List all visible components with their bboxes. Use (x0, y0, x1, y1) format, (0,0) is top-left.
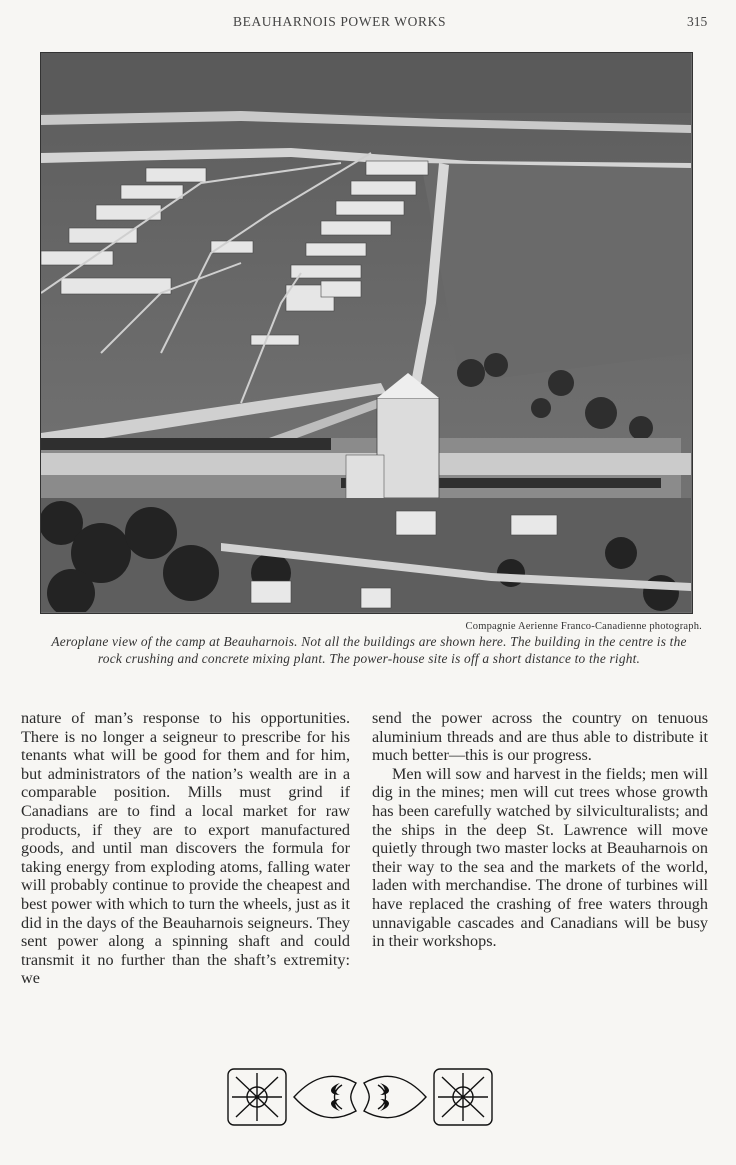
body-column-left (21, 709, 350, 988)
body-column-right (372, 709, 708, 951)
aerial-photo-illustration (41, 53, 691, 612)
photo-credit: Compagnie Aerienne Franco-Canadienne photograph. (465, 621, 702, 632)
running-head (0, 14, 736, 34)
paragraph: Men will sow and harvest in the fields; men will dig in the mines; men will cut trees whose growth has been carefully watched by silviculturalists; and the ships in the deep St. Lawrence will move quietly through two master locks at Beauharnois on their way to the sea and the markets of the world, laden with merchandise. The drone of turbines will have replaced the crashing of free waters through unnavigable cascades and Canadians will be busy in their workshops. (372, 764, 708, 951)
figure-caption: Aeroplane view of the camp at Beauharnois. Not all the buildings are shown here. The building in the centre is the rock crushing and concrete mixing plant. The power-house site is off a short distance to the right. (51, 634, 687, 666)
paragraph: send the power across the country on tenuous aluminium threads and are thus able to distribute it much better—this is our progress. (372, 709, 708, 765)
page-number: 315 (687, 14, 708, 29)
aerial-photograph (40, 52, 693, 614)
paragraph: nature of man’s response to his opportunities. There is no longer a seigneur to prescribe for his tenants what will be good for them and for him, but administrators of the nation’s wealth are in a comparable position. Mills must grind if Canadians are to find a local market for raw products, if they are to export manufactured goods, and until man discovers the formula for taking energy from exploding atoms, falling water will probably continue to provide the cheapest and best power with which to turn the wheels, just as it did in the days of the Beauharnois seigneurs. They sent power along a spinning shaft and could transmit it no further than the shaft’s extremity: we (21, 709, 350, 988)
ornamental-tailpiece-icon (224, 1065, 496, 1129)
running-title: BEAUHARNOIS POWER WORKS (233, 14, 447, 29)
